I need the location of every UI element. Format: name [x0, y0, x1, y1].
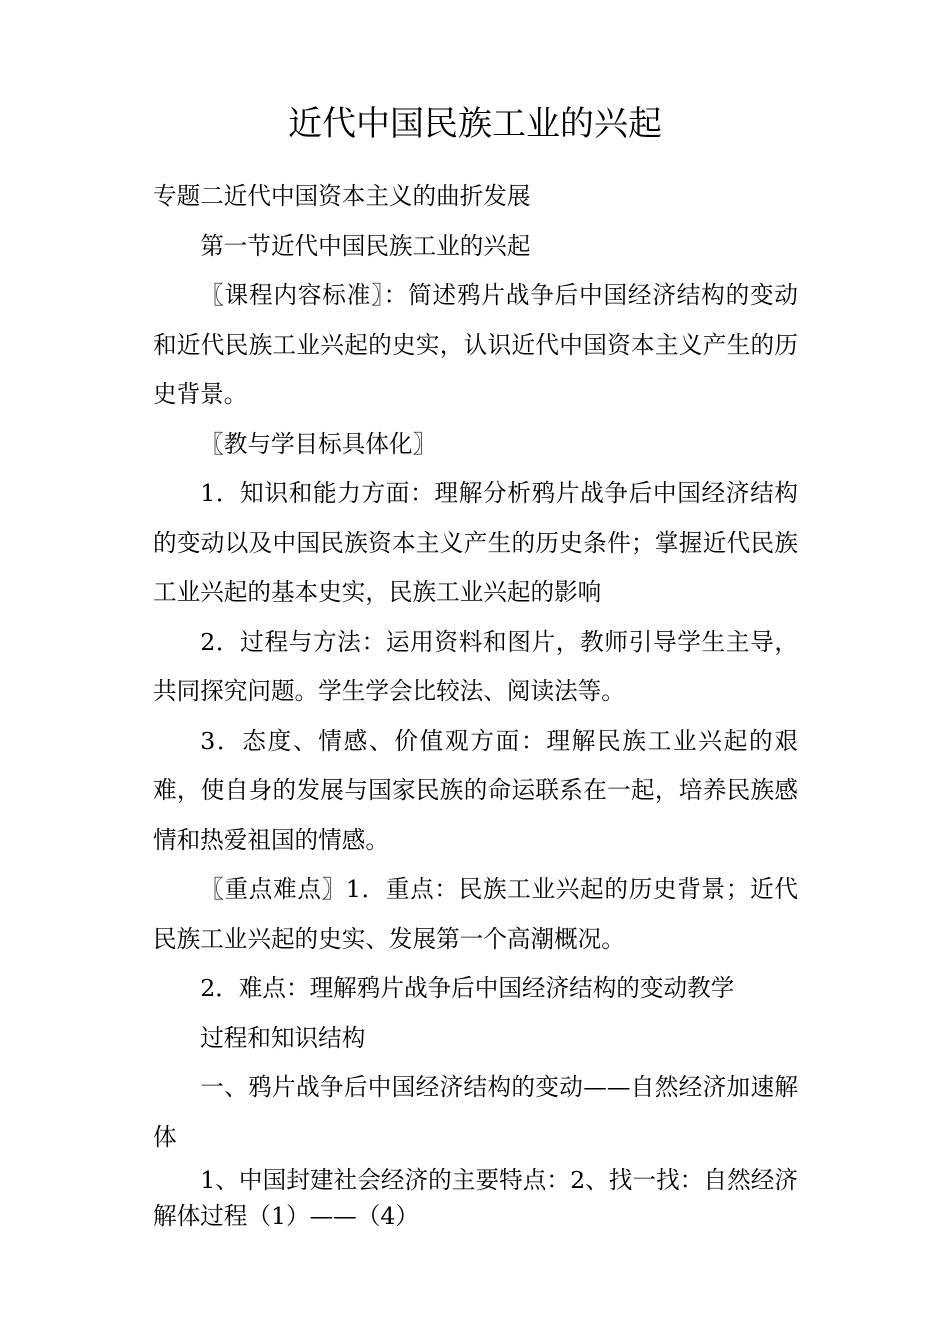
paragraph-section: 第一节近代中国民族工业的兴起 [200, 231, 531, 260]
paragraph-objective-1: 1．知识和能力方面：理解分析鸦片战争后中国经济结构的变动以及中国民族资本主义产生的历史条件；掌握近代民族工业兴起的基本史实，民族工业兴起的影响 [153, 479, 798, 606]
paragraph-difficulty: 2．难点：理解鸦片战争后中国经济结构的变动教学 [200, 974, 735, 1002]
paragraph-part-one: 一、鸦片战争后中国经济结构的变动——自然经济加速解体 [153, 1073, 798, 1151]
paragraph-process: 过程和知识结构 [200, 1023, 366, 1052]
paragraph-objective-3: 3．态度、情感、价值观方面：理解民族工业兴起的艰难，使自身的发展与国家民族的命运联系在一起，培养民族感情和热爱祖国的情感。 [153, 726, 798, 854]
paragraph-objective-2: 2．过程与方法：运用资料和图片，教师引导学生主导，共同探究问题。学生学会比较法、阅读法等。 [153, 627, 798, 705]
paragraph-part-one-items: 1、中国封建社会经济的主要特点：2、找一找：自然经济解体过程（1）——（4） [153, 1166, 798, 1230]
paragraph-topic: 专题二近代中国资本主义的曲折发展 [153, 182, 531, 210]
document-title: 近代中国民族工业的兴起 [288, 104, 662, 144]
paragraph-objectives-heading: 〖教与学目标具体化〗 [200, 429, 437, 458]
paragraph-curriculum-standard: 〖课程内容标准〗：简述鸦片战争后中国经济结构的变动和近代民族工业兴起的史实，认识近代中国资本主义产生的历史背景。 [153, 281, 798, 408]
document-body [153, 172, 798, 1234]
paragraph-key-points: 〖重点难点〗1．重点：民族工业兴起的历史背景；近代民族工业兴起的史实、发展第一个高潮概况。 [153, 875, 798, 953]
